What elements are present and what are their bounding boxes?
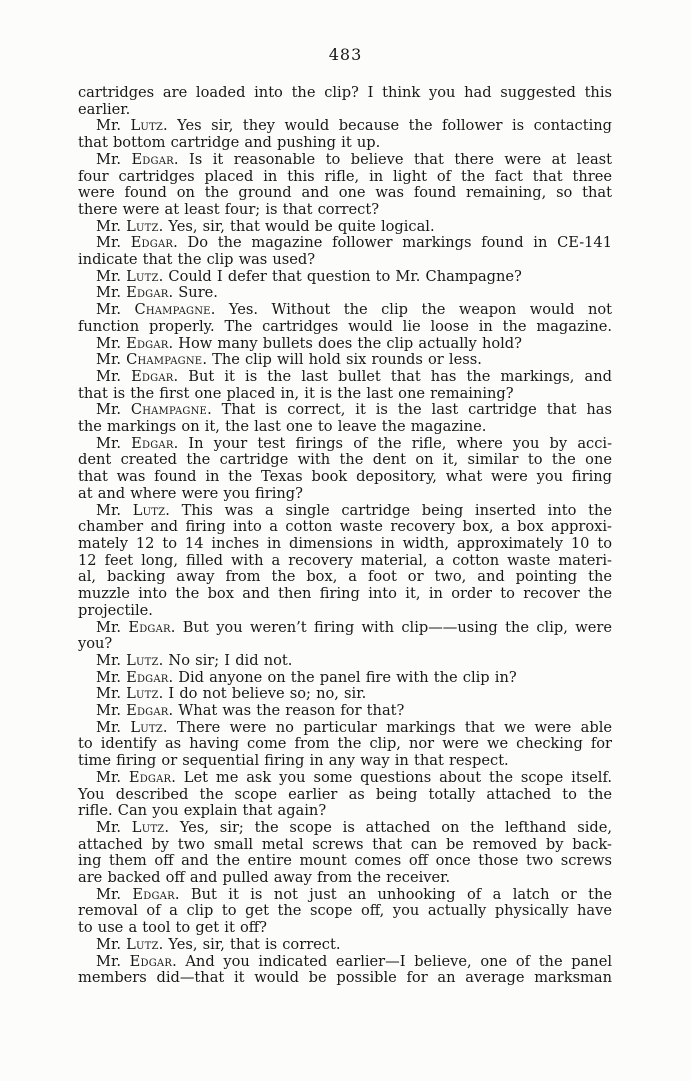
transcript-line: to identify as having come from the clip, nor were we checking for	[78, 735, 612, 753]
transcript-line: time firing or sequential firing in any way in that respect.	[78, 752, 509, 770]
speaker-name: Edgar	[130, 234, 174, 252]
transcript-line: Mr. Edgar. In your test firings of the rifle, where you by acci-	[96, 434, 612, 452]
transcript-line: members did—that it would be possible for an average marksman	[78, 969, 612, 987]
transcript-line: Mr. Lutz. Yes, sir, that would be quite logical.	[96, 217, 435, 235]
transcript-line: that was found in the Texas book depository, what were you firing	[78, 468, 612, 486]
transcript-line: rifle. Can you explain that again?	[78, 802, 327, 820]
transcript-line: Mr. Edgar. And you indicated earlier—I believe, one of the panel	[96, 952, 613, 970]
transcript-line: Mr. Lutz. Could I defer that question to Mr. Champagne?	[96, 267, 522, 285]
transcript-line: Mr. Lutz. Yes, sir, that is correct.	[96, 935, 341, 953]
speaker-name: Edgar	[126, 284, 169, 302]
speaker-name: Lutz	[131, 818, 165, 836]
transcript-line: you?	[78, 635, 113, 653]
speaker-name: Lutz	[130, 718, 163, 736]
speaker-name: Champagne	[126, 351, 203, 369]
transcript-line: at and where were you firing?	[78, 484, 303, 502]
speaker-name: Lutz	[126, 267, 159, 285]
transcript-line: were found on the ground and one was found remaining, so that	[78, 184, 612, 202]
speaker-name: Edgar	[126, 702, 169, 720]
transcript-line: dent created the cartridge with the dent on it, similar to the one	[78, 451, 612, 469]
transcript-line: four cartridges placed in this rifle, in light of the fact that three	[78, 167, 612, 185]
speaker-name: Lutz	[130, 117, 164, 135]
transcript-line: Mr. Lutz. I do not believe so; no, sir.	[96, 685, 367, 703]
transcript-line: Mr. Champagne. Yes. Without the clip the weapon would not	[96, 301, 612, 319]
speaker-name: Lutz	[126, 651, 159, 669]
transcript-line: You described the scope earlier as being totally attached to the	[78, 785, 612, 803]
transcript-line: removal of a clip to get the scope off, you actually physically have	[78, 902, 612, 920]
transcript-line: the markings on it, the last one to leave the magazine.	[78, 418, 487, 436]
page-number: 483	[328, 45, 363, 64]
transcript-line: Mr. Lutz. This was a single cartridge being inserted into the	[96, 501, 612, 519]
transcript-line: function properly. The cartridges would lie loose in the magazine.	[78, 317, 612, 335]
transcript-line: to use a tool to get it off?	[78, 919, 267, 937]
speaker-name: Edgar	[129, 952, 173, 970]
transcript-line: that bottom cartridge and pushing it up.	[78, 134, 381, 152]
speaker-name: Lutz	[126, 935, 159, 953]
transcript-line: attached by two small metal screws that can be removed by back-	[78, 835, 612, 853]
speaker-name: Champagne	[130, 401, 208, 419]
transcript-line: al, backing away from the box, a foot or two, and pointing the	[78, 568, 612, 586]
transcript-line: that is the first one placed in, it is the last one remaining?	[78, 384, 514, 402]
speaker-name: Lutz	[126, 685, 159, 703]
transcript-line: Mr. Edgar. Did anyone on the panel fire with the clip in?	[96, 668, 517, 686]
transcript-line: Mr. Edgar. But it is not just an unhooking of a latch or the	[96, 885, 613, 903]
transcript-line: Mr. Edgar. But you weren’t firing with clip——using the clip, were	[96, 618, 613, 636]
transcript-text	[78, 85, 612, 987]
transcript-line: projectile.	[78, 601, 153, 619]
speaker-name: Champagne	[134, 301, 211, 319]
speaker-name: Edgar	[128, 618, 171, 636]
transcript-line: Mr. Edgar. Do the magazine follower markings found in CE-141	[96, 234, 612, 252]
transcript-line: Mr. Lutz. Yes, sir; the scope is attached on the lefthand side,	[96, 818, 612, 836]
transcript-line: Mr. Lutz. No sir; I did not.	[96, 651, 293, 669]
speaker-name: Edgar	[132, 885, 175, 903]
transcript-line: Mr. Lutz. There were no particular markings that we were able	[96, 718, 613, 736]
transcript-line: Mr. Edgar. How many bullets does the clip actually hold?	[96, 334, 522, 352]
transcript-line: Mr. Lutz. Yes sir, they would because the follower is contacting	[96, 117, 612, 135]
transcript-line: chamber and firing into a cotton waste recovery box, a box approxi-	[78, 518, 612, 536]
transcript-line: mately 12 to 14 inches in dimensions in width, approximately 10 to	[78, 534, 612, 552]
speaker-name: Lutz	[126, 217, 159, 235]
speaker-name: Edgar	[126, 334, 169, 352]
transcript-line: ing them off and the entire mount comes off once those two screws	[78, 852, 612, 870]
transcript-line: Mr. Edgar. Let me ask you some questions about the scope itself.	[96, 768, 612, 786]
speaker-name: Lutz	[132, 501, 166, 519]
transcript-line: muzzle into the box and then firing into it, in order to recover the	[78, 585, 612, 603]
transcript-line: there were at least four; is that correct?	[78, 200, 380, 218]
transcript-line: Mr. Edgar. Is it reasonable to believe that there were at least	[96, 150, 613, 168]
transcript-line: Mr. Champagne. That is correct, it is the last cartridge that has	[96, 401, 612, 419]
transcript-line: Mr. Edgar. Sure.	[96, 284, 218, 302]
transcript-line: are backed off and pulled away from the receiver.	[78, 869, 451, 887]
transcript-line: Mr. Edgar. But it is the last bullet that has the markings, and	[96, 367, 612, 385]
speaker-name: Edgar	[131, 367, 174, 385]
speaker-name: Edgar	[128, 768, 172, 786]
transcript-line: Mr. Champagne. The clip will hold six rounds or less.	[96, 351, 482, 369]
speaker-name: Edgar	[131, 434, 174, 452]
transcript-line: Mr. Edgar. What was the reason for that?	[96, 702, 405, 720]
transcript-line: indicate that the clip was used?	[78, 251, 316, 269]
transcript-line: earlier.	[78, 100, 131, 118]
speaker-name: Edgar	[126, 668, 169, 686]
transcript-line: 12 feet long, filled with a recovery material, a cotton waste materi-	[78, 551, 612, 569]
speaker-name: Edgar	[131, 150, 174, 168]
transcript-line: cartridges are loaded into the clip? I think you had suggested this	[78, 84, 612, 101]
